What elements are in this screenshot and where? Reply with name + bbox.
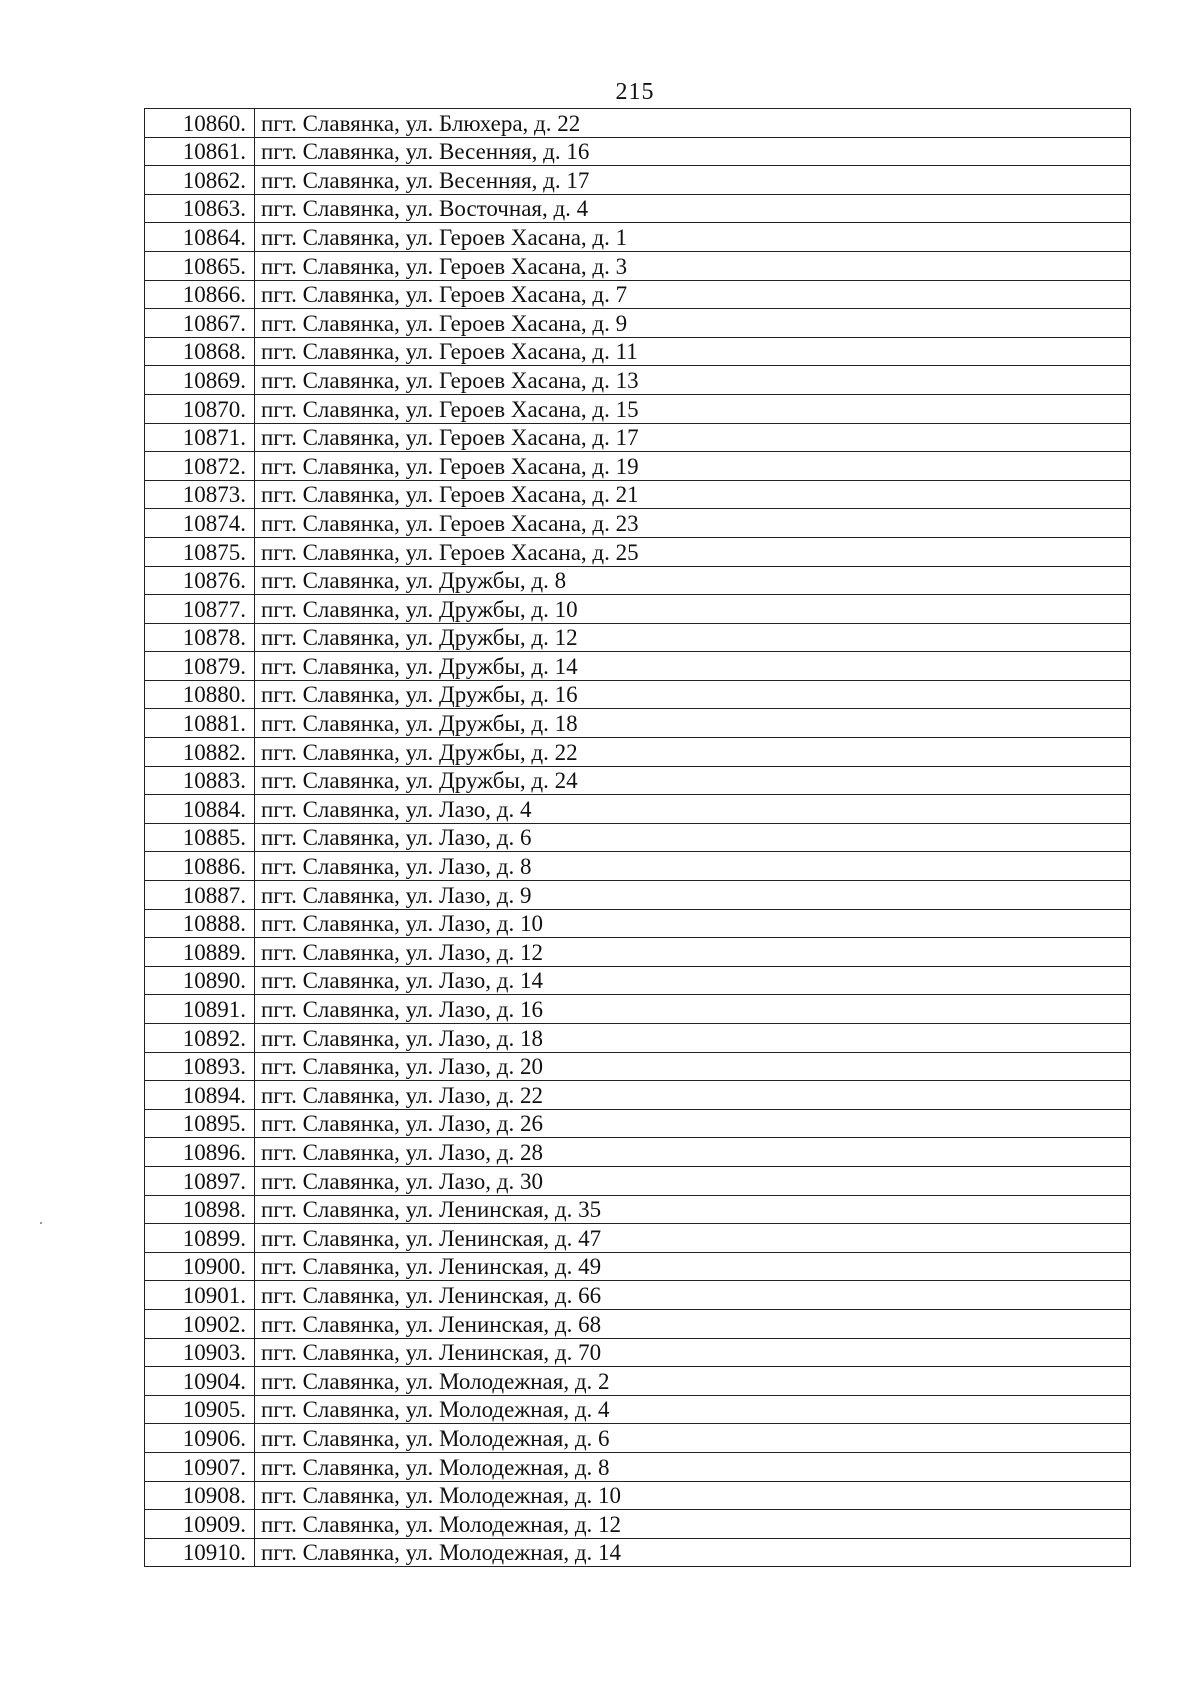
row-number: 10884. — [145, 795, 255, 824]
table-row — [145, 1395, 1131, 1424]
row-number: 10892. — [145, 1024, 255, 1053]
row-number: 10899. — [145, 1224, 255, 1253]
row-address: пгт. Славянка, ул. Лазо, д. 10 — [255, 909, 1131, 938]
row-address: пгт. Славянка, ул. Лазо, д. 6 — [255, 823, 1131, 852]
table-row — [145, 1024, 1131, 1053]
table-row — [145, 1109, 1131, 1138]
row-address: пгт. Славянка, ул. Блюхера, д. 22 — [255, 109, 1131, 138]
row-address: пгт. Славянка, ул. Героев Хасана, д. 15 — [255, 394, 1131, 423]
row-address: пгт. Славянка, ул. Молодежная, д. 8 — [255, 1452, 1131, 1481]
table-row — [145, 1309, 1131, 1338]
table-row — [145, 1166, 1131, 1195]
table-row — [145, 623, 1131, 652]
row-number: 10876. — [145, 566, 255, 595]
row-address: пгт. Славянка, ул. Дружбы, д. 22 — [255, 738, 1131, 767]
row-address: пгт. Славянка, ул. Героев Хасана, д. 1 — [255, 223, 1131, 252]
table-row — [145, 1367, 1131, 1396]
row-address: пгт. Славянка, ул. Ленинская, д. 49 — [255, 1252, 1131, 1281]
row-number: 10890. — [145, 966, 255, 995]
row-number: 10908. — [145, 1481, 255, 1510]
row-number: 10894. — [145, 1081, 255, 1110]
table-row — [145, 109, 1131, 138]
table-row — [145, 509, 1131, 538]
row-number: 10872. — [145, 452, 255, 481]
row-number: 10910. — [145, 1538, 255, 1567]
row-number: 10870. — [145, 394, 255, 423]
table-row — [145, 223, 1131, 252]
table-row — [145, 537, 1131, 566]
row-address: пгт. Славянка, ул. Лазо, д. 22 — [255, 1081, 1131, 1110]
row-address: пгт. Славянка, ул. Героев Хасана, д. 11 — [255, 337, 1131, 366]
row-number: 10880. — [145, 680, 255, 709]
scan-speck — [40, 1222, 42, 1224]
row-number: 10881. — [145, 709, 255, 738]
table-row — [145, 1281, 1131, 1310]
row-number: 10865. — [145, 251, 255, 280]
row-address: пгт. Славянка, ул. Лазо, д. 12 — [255, 938, 1131, 967]
row-address: пгт. Славянка, ул. Ленинская, д. 68 — [255, 1309, 1131, 1338]
row-address: пгт. Славянка, ул. Лазо, д. 20 — [255, 1052, 1131, 1081]
row-address: пгт. Славянка, ул. Молодежная, д. 4 — [255, 1395, 1131, 1424]
row-address: пгт. Славянка, ул. Дружбы, д. 24 — [255, 766, 1131, 795]
row-address: пгт. Славянка, ул. Лазо, д. 30 — [255, 1166, 1131, 1195]
table-row — [145, 166, 1131, 195]
table-row — [145, 194, 1131, 223]
table-row — [145, 595, 1131, 624]
row-number: 10898. — [145, 1195, 255, 1224]
row-number: 10863. — [145, 194, 255, 223]
row-address: пгт. Славянка, ул. Героев Хасана, д. 17 — [255, 423, 1131, 452]
row-number: 10868. — [145, 337, 255, 366]
row-address: пгт. Славянка, ул. Лазо, д. 14 — [255, 966, 1131, 995]
table-row — [145, 852, 1131, 881]
row-number: 10905. — [145, 1395, 255, 1424]
row-number: 10893. — [145, 1052, 255, 1081]
row-number: 10860. — [145, 109, 255, 138]
table-row — [145, 766, 1131, 795]
table-row — [145, 680, 1131, 709]
row-address: пгт. Славянка, ул. Дружбы, д. 16 — [255, 680, 1131, 709]
address-table-body — [145, 109, 1131, 1567]
row-address: пгт. Славянка, ул. Ленинская, д. 70 — [255, 1338, 1131, 1367]
row-number: 10906. — [145, 1424, 255, 1453]
row-number: 10874. — [145, 509, 255, 538]
row-number: 10891. — [145, 995, 255, 1024]
table-row — [145, 795, 1131, 824]
table-row — [145, 1424, 1131, 1453]
page-number: 215 — [615, 79, 655, 105]
table-row — [145, 909, 1131, 938]
row-address: пгт. Славянка, ул. Героев Хасана, д. 19 — [255, 452, 1131, 481]
table-row — [145, 1538, 1131, 1567]
row-address: пгт. Славянка, ул. Ленинская, д. 47 — [255, 1224, 1131, 1253]
table-row — [145, 1252, 1131, 1281]
table-row — [145, 938, 1131, 967]
row-number: 10889. — [145, 938, 255, 967]
row-number: 10879. — [145, 652, 255, 681]
table-row — [145, 652, 1131, 681]
row-address: пгт. Славянка, ул. Героев Хасана, д. 25 — [255, 537, 1131, 566]
row-address: пгт. Славянка, ул. Дружбы, д. 12 — [255, 623, 1131, 652]
table-row — [145, 709, 1131, 738]
row-address: пгт. Славянка, ул. Молодежная, д. 2 — [255, 1367, 1131, 1396]
row-address: пгт. Славянка, ул. Героев Хасана, д. 13 — [255, 366, 1131, 395]
row-number: 10869. — [145, 366, 255, 395]
table-row — [145, 823, 1131, 852]
row-address: пгт. Славянка, ул. Героев Хасана, д. 23 — [255, 509, 1131, 538]
row-number: 10904. — [145, 1367, 255, 1396]
row-number: 10888. — [145, 909, 255, 938]
row-number: 10900. — [145, 1252, 255, 1281]
row-number: 10882. — [145, 738, 255, 767]
row-address: пгт. Славянка, ул. Лазо, д. 26 — [255, 1109, 1131, 1138]
table-row — [145, 280, 1131, 309]
row-number: 10883. — [145, 766, 255, 795]
row-number: 10875. — [145, 537, 255, 566]
row-address: пгт. Славянка, ул. Дружбы, д. 18 — [255, 709, 1131, 738]
row-number: 10866. — [145, 280, 255, 309]
row-address: пгт. Славянка, ул. Молодежная, д. 12 — [255, 1510, 1131, 1539]
row-address: пгт. Славянка, ул. Ленинская, д. 35 — [255, 1195, 1131, 1224]
row-address: пгт. Славянка, ул. Героев Хасана, д. 3 — [255, 251, 1131, 280]
row-number: 10903. — [145, 1338, 255, 1367]
table-row — [145, 1052, 1131, 1081]
row-address: пгт. Славянка, ул. Героев Хасана, д. 7 — [255, 280, 1131, 309]
row-address: пгт. Славянка, ул. Лазо, д. 16 — [255, 995, 1131, 1024]
table-row — [145, 337, 1131, 366]
row-number: 10897. — [145, 1166, 255, 1195]
table-row — [145, 1224, 1131, 1253]
row-address: пгт. Славянка, ул. Весенняя, д. 17 — [255, 166, 1131, 195]
row-number: 10895. — [145, 1109, 255, 1138]
row-address: пгт. Славянка, ул. Ленинская, д. 66 — [255, 1281, 1131, 1310]
row-address: пгт. Славянка, ул. Молодежная, д. 10 — [255, 1481, 1131, 1510]
table-row — [145, 394, 1131, 423]
row-number: 10885. — [145, 823, 255, 852]
table-row — [145, 251, 1131, 280]
table-row — [145, 566, 1131, 595]
row-address: пгт. Славянка, ул. Героев Хасана, д. 21 — [255, 480, 1131, 509]
row-address: пгт. Славянка, ул. Дружбы, д. 14 — [255, 652, 1131, 681]
row-address: пгт. Славянка, ул. Лазо, д. 4 — [255, 795, 1131, 824]
row-address: пгт. Славянка, ул. Лазо, д. 8 — [255, 852, 1131, 881]
row-number: 10909. — [145, 1510, 255, 1539]
row-number: 10864. — [145, 223, 255, 252]
row-number: 10871. — [145, 423, 255, 452]
row-number: 10867. — [145, 309, 255, 338]
table-row — [145, 1195, 1131, 1224]
row-number: 10873. — [145, 480, 255, 509]
row-address: пгт. Славянка, ул. Дружбы, д. 10 — [255, 595, 1131, 624]
row-address: пгт. Славянка, ул. Героев Хасана, д. 9 — [255, 309, 1131, 338]
table-row — [145, 1481, 1131, 1510]
table-row — [145, 995, 1131, 1024]
row-address: пгт. Славянка, ул. Весенняя, д. 16 — [255, 137, 1131, 166]
row-address: пгт. Славянка, ул. Дружбы, д. 8 — [255, 566, 1131, 595]
table-row — [145, 452, 1131, 481]
row-number: 10861. — [145, 137, 255, 166]
row-number: 10862. — [145, 166, 255, 195]
row-number: 10887. — [145, 881, 255, 910]
table-row — [145, 1510, 1131, 1539]
row-address: пгт. Славянка, ул. Восточная, д. 4 — [255, 194, 1131, 223]
row-number: 10886. — [145, 852, 255, 881]
table-row — [145, 738, 1131, 767]
address-table — [144, 108, 1131, 1567]
row-number: 10902. — [145, 1309, 255, 1338]
table-row — [145, 1081, 1131, 1110]
table-row — [145, 881, 1131, 910]
table-row — [145, 423, 1131, 452]
row-number: 10907. — [145, 1452, 255, 1481]
table-row — [145, 1138, 1131, 1167]
row-address: пгт. Славянка, ул. Молодежная, д. 14 — [255, 1538, 1131, 1567]
table-row — [145, 366, 1131, 395]
row-address: пгт. Славянка, ул. Лазо, д. 18 — [255, 1024, 1131, 1053]
table-row — [145, 1338, 1131, 1367]
row-number: 10901. — [145, 1281, 255, 1310]
row-number: 10877. — [145, 595, 255, 624]
row-number: 10878. — [145, 623, 255, 652]
table-row — [145, 1452, 1131, 1481]
table-row — [145, 309, 1131, 338]
table-row — [145, 966, 1131, 995]
row-address: пгт. Славянка, ул. Молодежная, д. 6 — [255, 1424, 1131, 1453]
row-address: пгт. Славянка, ул. Лазо, д. 28 — [255, 1138, 1131, 1167]
table-row — [145, 137, 1131, 166]
row-number: 10896. — [145, 1138, 255, 1167]
table-row — [145, 480, 1131, 509]
row-address: пгт. Славянка, ул. Лазо, д. 9 — [255, 881, 1131, 910]
